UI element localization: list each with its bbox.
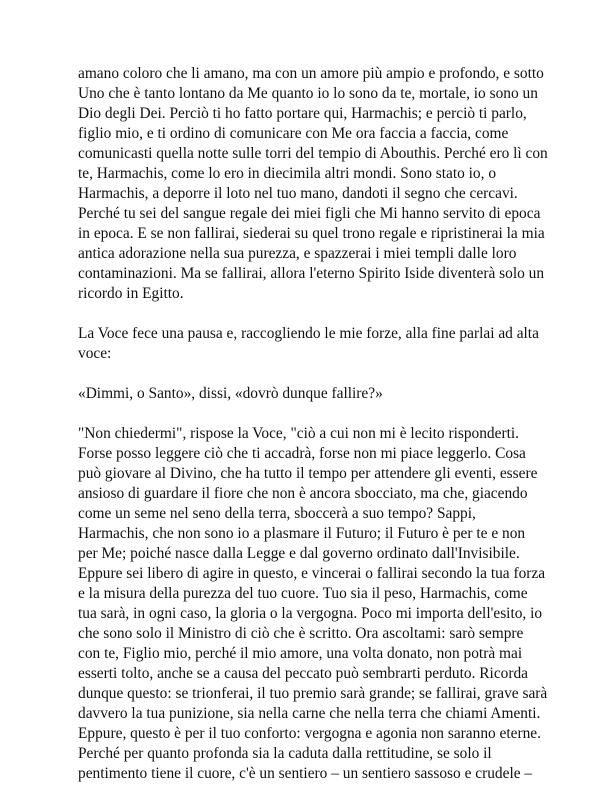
text-line: tua sarà, in ogni caso, la gloria o la vergogna. Poco mi importa dell'esito, io — [78, 605, 543, 622]
text-line: ricordo in Egitto. — [78, 285, 184, 302]
text-line: Eppure sei libero di agire in questo, e vincerai o fallirai secondo la tua forza — [78, 565, 546, 582]
text-line: e la misura della purezza del tuo cuore. Tuo sia il peso, Harmachis, come — [78, 585, 528, 602]
text-line: per Me; poiché nasce dalla Legge e dal governo ordinato dall'Invisibile. — [78, 545, 520, 562]
text-line: pentimento tiene il cuore, c'è un sentiero – un sentiero sassoso e crudele – — [78, 765, 533, 782]
text-line: può giovare al Divino, che ha tutto il tempo per attendere gli eventi, essere — [78, 465, 538, 482]
text-line: esserti tolto, anche se a causa del peccato può sembrarti perduto. Ricorda — [78, 665, 529, 682]
text-line: La Voce fece una pausa e, raccogliendo le mie forze, alla fine parlai ad alta — [78, 325, 539, 342]
paragraph-2 — [78, 324, 539, 364]
text-line: te, Harmachis, come lo ero in diecimila altri mondi. Sono stato io, o — [78, 165, 497, 182]
text-line: che sono solo il Ministro di ciò che è scritto. Ora ascoltami: sarò sempre — [78, 625, 524, 642]
text-line: figlio mio, e ti ordino di comunicare con Me ora faccia a faccia, come — [78, 125, 509, 142]
text-line: voce: — [78, 345, 112, 362]
text-line: Harmachis, a deporre il loto nel tuo mano, dandoti il segno che cercavi. — [78, 185, 518, 202]
text-line: Uno che è tanto lontano da Me quanto io lo sono da te, mortale, io sono un — [78, 85, 538, 102]
text-line: contaminazioni. Ma se fallirai, allora l'eterno Spirito Iside diventerà solo un — [78, 265, 545, 282]
text-line: antica adorazione nella sua purezza, e spazzerai i miei templi dalle loro — [78, 245, 517, 262]
text-line: Dio degli Dei. Perciò ti ho fatto portare qui, Harmachis; e perciò ti parlo, — [78, 105, 527, 122]
text-line: ansioso di guardare il fiore che non è ancora sbocciato, ma che, giacendo — [78, 485, 528, 502]
text-line: "Non chiedermi", rispose la Voce, "ciò a cui non mi è lecito risponderti. — [78, 425, 519, 442]
paragraph-4 — [78, 424, 548, 784]
text-line: amano coloro che li amano, ma con un amore più ampio e profondo, e sotto — [78, 65, 544, 82]
body-text — [78, 64, 548, 804]
text-line: in epoca. E se non fallirai, siederai su quel trono regale e ripristinerai la mia — [78, 225, 545, 242]
text-line: comunicasti quella notte sulle torri del tempio di Abouthis. Perché ero lì con — [78, 145, 548, 162]
text-line: Eppure, questo è per il tuo conforto: vergogna e agonia non saranno eterne. — [78, 725, 541, 742]
text-line: Forse posso leggere ciò che ti accadrà, forse non mi piace leggerlo. Cosa — [78, 445, 526, 462]
text-line: Harmachis, che non sono io a plasmare il Futuro; il Futuro è per te e non — [78, 525, 526, 542]
text-line: Perché tu sei del sangue regale dei miei figli che Mi hanno servito di epoca — [78, 205, 541, 222]
text-line: Perché per quanto profonda sia la caduta dalla rettitudine, se solo il — [78, 745, 492, 762]
text-line: con te, Figlio mio, perché il mio amore, una volta donato, non potrà mai — [78, 645, 523, 662]
text-line: come un seme nel seno della terra, sboccerà a suo tempo? Sappi, — [78, 505, 476, 522]
text-line: davvero la tua punizione, sia nella carne che nella terra che chiami Amenti. — [78, 705, 541, 722]
text-line: dunque questo: se trionferai, il tuo premio sarà grande; se fallirai, grave sarà — [78, 685, 548, 702]
paragraph-1 — [78, 64, 548, 304]
text-line: «Dimmi, o Santo», dissi, «dovrò dunque fallire?» — [78, 385, 383, 402]
paragraph-3 — [78, 384, 526, 404]
